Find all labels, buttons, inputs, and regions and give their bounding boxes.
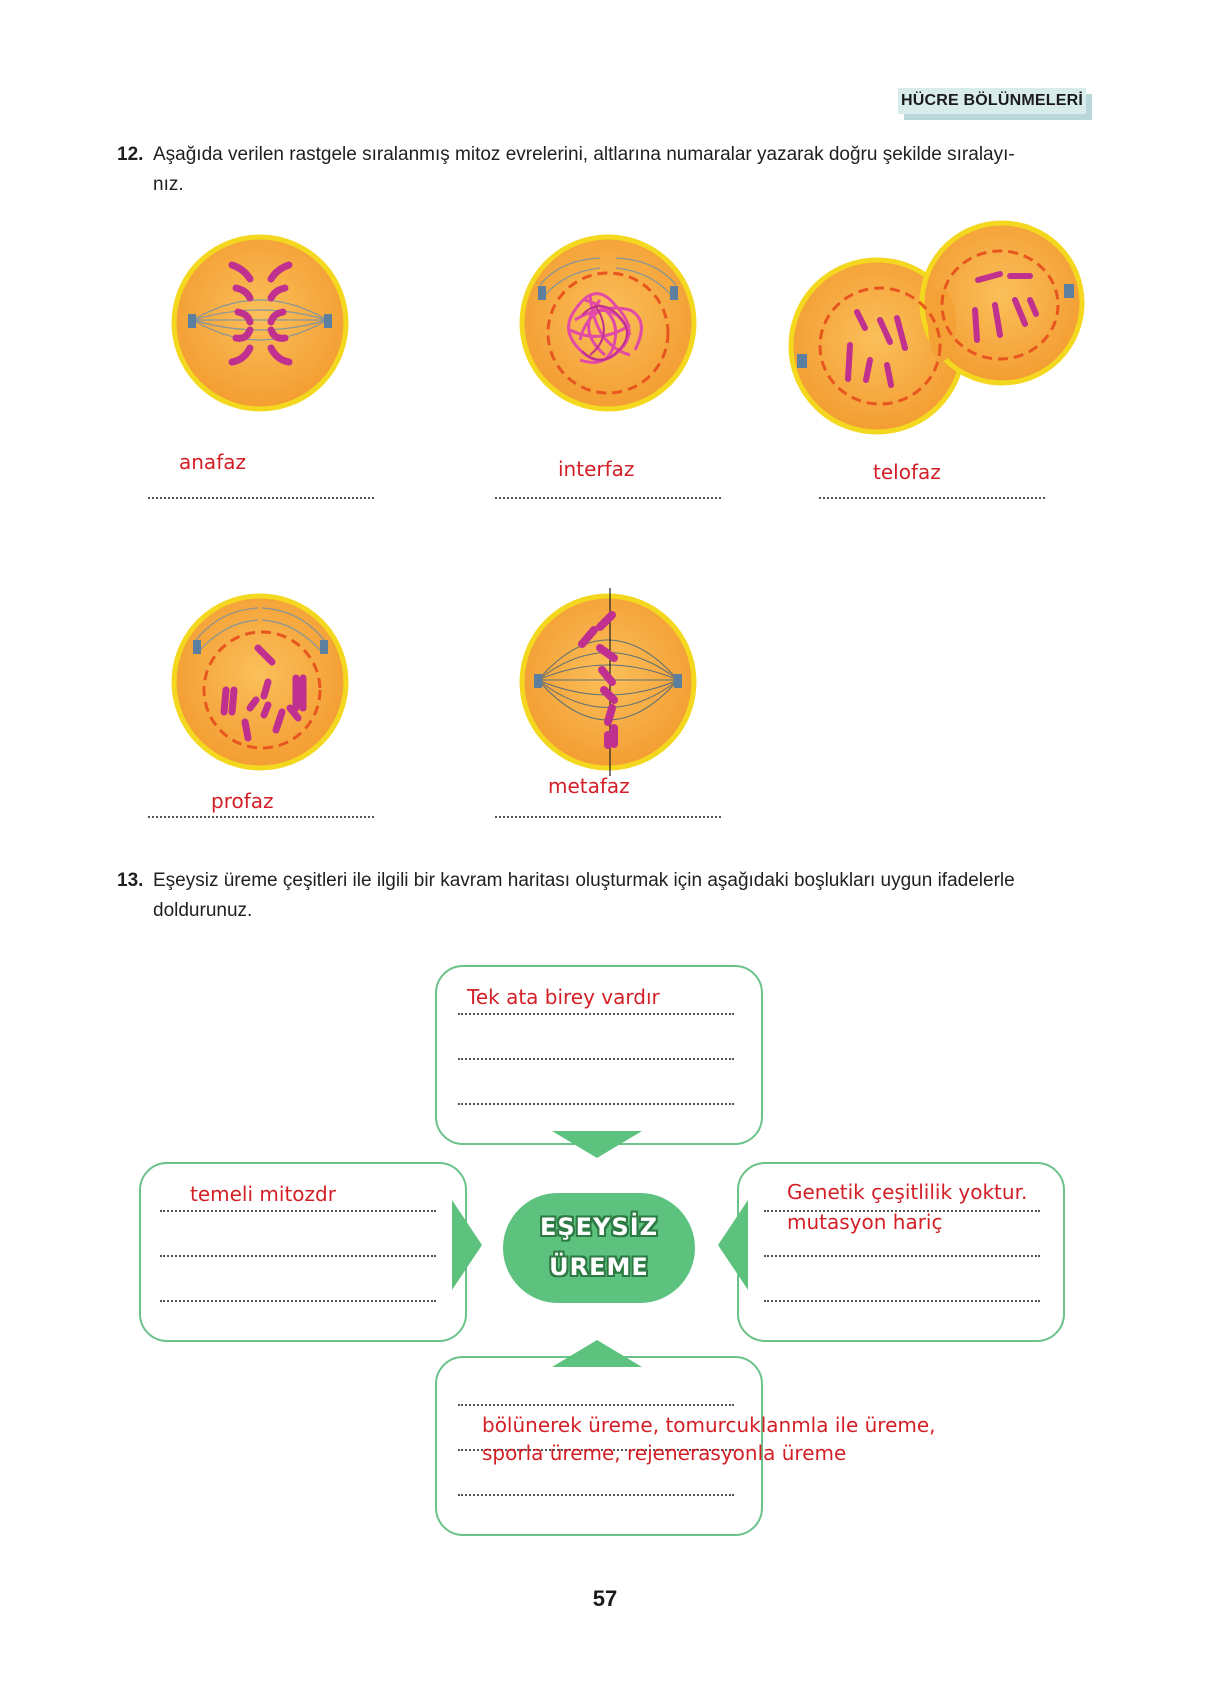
answer-5: metafaz	[548, 774, 630, 798]
bottom-line-3[interactable]	[458, 1494, 734, 1496]
question-13-line2: doldurunuz.	[153, 900, 253, 921]
top-line-2[interactable]	[458, 1058, 734, 1060]
question-12-line1: Aşağıda verilen rastgele sıralanmış mitoz evrelerini, altlarına numaralar yazarak doğru şekilde sıralayı-	[153, 144, 1015, 165]
arrow-top	[552, 1131, 642, 1158]
bottom-answer-2: sporla üreme, rejenerasyonla üreme	[482, 1441, 847, 1465]
question-12-number: 12.	[117, 144, 144, 165]
right-line-3[interactable]	[764, 1300, 1040, 1302]
left-line-3[interactable]	[160, 1300, 436, 1302]
answer-1: anafaz	[179, 450, 246, 474]
right-line-2[interactable]	[764, 1255, 1040, 1257]
top-line-1[interactable]	[458, 1013, 734, 1015]
arrow-left	[452, 1200, 482, 1290]
left-line-1[interactable]	[160, 1210, 436, 1212]
right-answer-2: mutasyon hariç	[787, 1210, 943, 1234]
bottom-answer-1: bölünerek üreme, tomurcuklanmla ile üreme,	[482, 1413, 936, 1437]
question-13-number: 13.	[117, 870, 144, 891]
left-line-2[interactable]	[160, 1255, 436, 1257]
bottom-line-1[interactable]	[458, 1404, 734, 1406]
answer-3: telofaz	[873, 460, 941, 484]
center-node-line1: EŞEYSİZ	[539, 1213, 659, 1241]
top-answer: Tek ata birey vardır	[467, 985, 660, 1009]
question-12-line2: nız.	[153, 174, 184, 195]
page-number: 57	[592, 1586, 618, 1611]
top-line-3[interactable]	[458, 1103, 734, 1105]
arrow-bottom	[552, 1340, 642, 1367]
arrow-right	[718, 1200, 748, 1290]
header-tag-label: HÜCRE BÖLÜNMELERİ	[898, 88, 1086, 114]
center-node-line2: ÜREME	[549, 1253, 649, 1281]
right-answer-1: Genetik çeşitlilik yoktur.	[787, 1180, 1028, 1204]
answer-4: profaz	[211, 789, 274, 813]
question-13-line1: Eşeysiz üreme çeşitleri ile ilgili bir kavram haritası oluşturmak için aşağıdaki boşlukları uygun ifadelerle	[153, 870, 1015, 891]
center-node	[503, 1193, 695, 1303]
answer-2: interfaz	[558, 457, 635, 481]
left-answer: temeli mitozdr	[190, 1182, 336, 1206]
